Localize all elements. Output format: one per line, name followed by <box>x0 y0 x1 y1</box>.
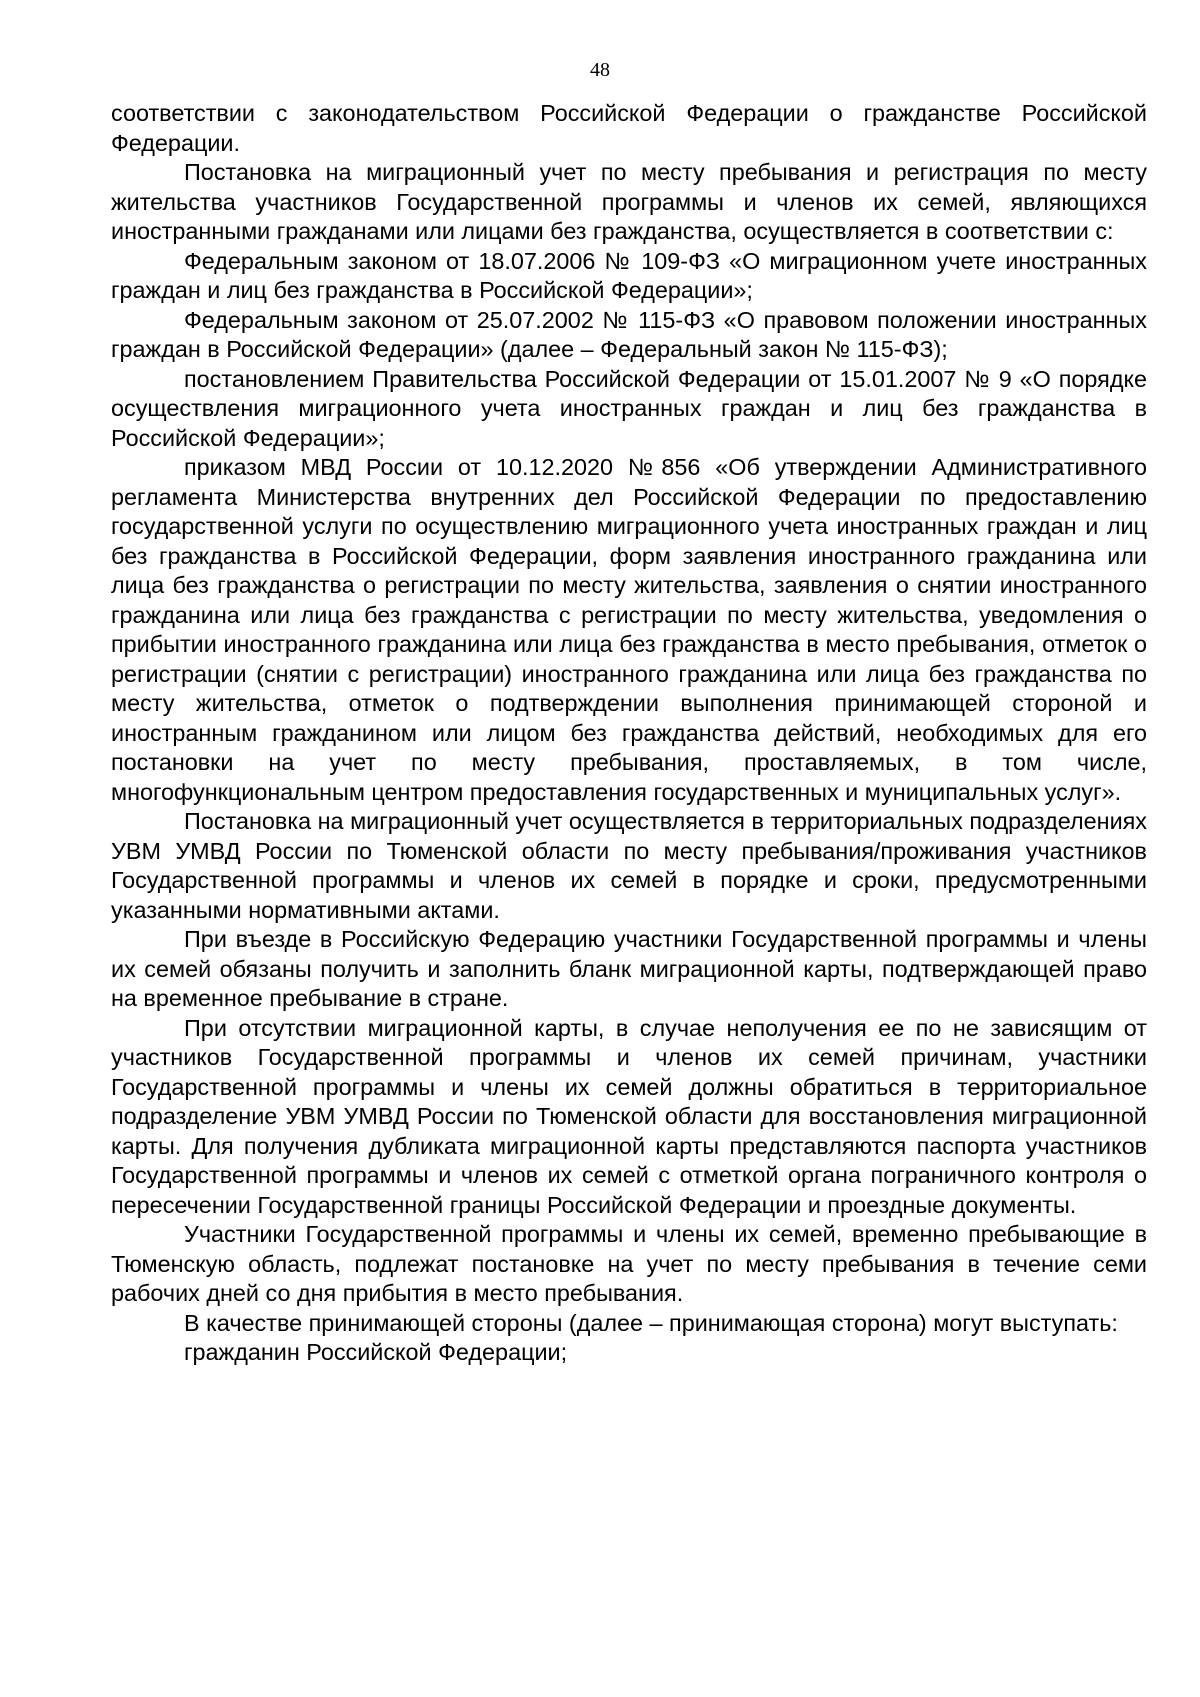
document-body <box>111 99 1147 1368</box>
paragraph: постановлением Правительства Российской Федерации от 15.01.2007 № 9 «О порядке осуществления миграционного учета иностранных граждан и лиц без гражданства в Российской Федерации»; <box>111 365 1147 451</box>
paragraph: Постановка на миграционный учет осуществляется в территориальных подразделениях УВМ УМВД России по Тюменской области по месту пребывания/проживания участников Государственной программы и членов их семей в порядке и сроки, предусмотренными указанными нормативными актами. <box>111 808 1147 923</box>
paragraph: Участники Государственной программы и члены их семей, временно пребывающие в Тюменскую область, подлежат постановке на учет по месту пребывания в течение семи рабочих дней со дня прибытия в место пребывания. <box>111 1221 1147 1306</box>
paragraph: Постановка на миграционный учет по месту пребывания и регистрация по месту жительства участников Государственной программы и членов их семей, являющихся иностранными гражданами или лицами без гражданства, осуществляется в соответствии с: <box>111 159 1147 244</box>
paragraph: При въезде в Российскую Федерацию участники Государственной программы и члены их семей обязаны получить и заполнить бланк миграционной карты, подтверждающей право на временное пребывание в стране. <box>111 926 1147 1011</box>
page-number: 48 <box>590 59 610 81</box>
paragraph: В качестве принимающей стороны (далее – принимающая сторона) могут выступать: <box>184 1309 1118 1336</box>
paragraph: При отсутствии миграционной карты, в случае неполучения ее по не зависящим от участников Государственной программы и членов их семей причинам, участники Государственной программы и члены их семей должны обратиться в территориальное подразделение УВМ УМВД России по Тюменской области для восстановления миграционной карты. Для получения дубликата миграционной карты представляются паспорта участников Государственной программы и членов их семей с отметкой органа пограничного контроля о пересечении Государственной границы Российской Федерации и проездные документы. <box>111 1014 1147 1218</box>
paragraph: соответствии с законодательством Российской Федерации о гражданстве Российской Федерации. <box>111 100 1147 156</box>
paragraph: приказом МВД России от 10.12.2020 №856 «Об утверждении Административного регламента Министерства внутренних дел Российской Федерации по предоставлению государственной услуги по осуществлению миграционного учета иностранных граждан и лиц без гражданства в Российской Федерации, форм заявления иностранного гражданина или лица без гражданства о регистрации по месту жительства, заявления о снятии иностранного гражданина или лица без гражданства с регистрации по месту жительства, уведомления о прибытии иностранного гражданина или лица без гражданства в место пребывания, отметок о регистрации (снятии с регистрации) иностранного гражданина или лица без гражданства по месту жительства, отметок о подтверждении выполнения принимающей стороной и иностранным гражданином или лицом без гражданства действий, необходимых для его постановки на учет по месту пребывания, проставляемых, в том числе, многофункциональным центром предоставления государственных и муниципальных услуг». <box>111 454 1147 805</box>
paragraph: Федеральным законом от 18.07.2006 № 109-ФЗ «О миграционном учете иностранных граждан и лиц без гражданства в Российской Федерации»; <box>111 247 1147 303</box>
paragraph: гражданин Российской Федерации; <box>184 1339 568 1365</box>
paragraph: Федеральным законом от 25.07.2002 № 115-ФЗ «О правовом положении иностранных граждан в Российской Федерации» (далее – Федеральный закон № 115-ФЗ); <box>111 306 1147 362</box>
